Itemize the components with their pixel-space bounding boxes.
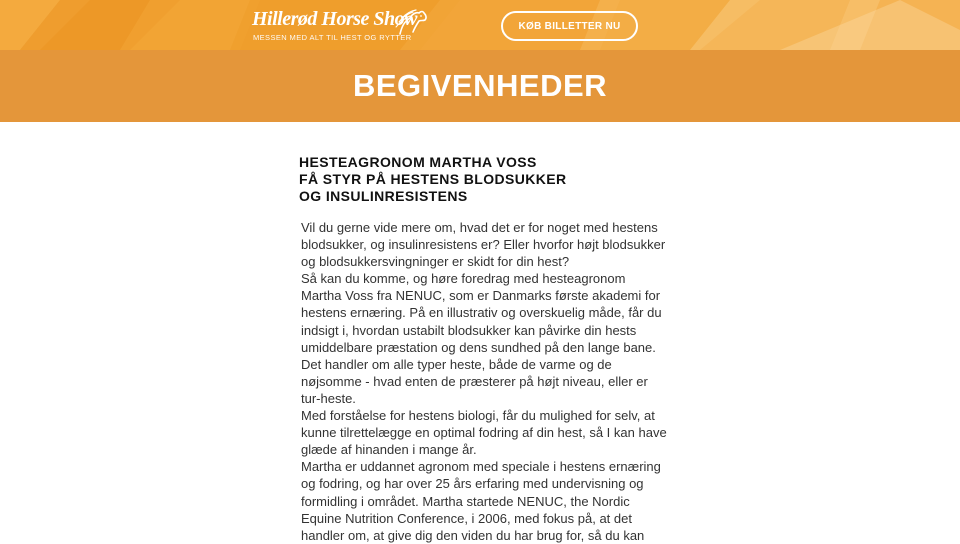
geometric-background — [0, 0, 960, 50]
page-header-band — [0, 50, 960, 122]
article-paragraph: Vil du gerne vide mere om, hvad det er for noget med hestens blodsukker, og insulinresistens er? Eller hvorfor højt blodsukker og blodsukkersvingninger er skidt for din hest? — [301, 220, 666, 270]
site-logo[interactable] — [252, 6, 442, 44]
article-heading-line: HESTEAGRONOM MARTHA VOSS — [299, 154, 537, 170]
article-paragraph: Så kan du komme, og høre foredrag med hesteagronom Martha Voss fra NENUC, som er Danmarks første akademi for hestens ernæring. På en illustrativ og overskuelig måde, får du indsigt i, hvordan ustabilt blodsukker kan påvirke din hests umiddelbare præstation og dens sundhed på den lange bane. — [301, 271, 662, 355]
article-paragraph: Med forståelse for hestens biologi, får du mulighed for selv, at kunne tilrettelægge en optimal fodring af din hest, så I kan have glæde af hinanden i mange år. — [301, 408, 667, 458]
article-heading-line: OG INSULINRESISTENS — [299, 188, 468, 204]
article-heading — [299, 154, 669, 205]
top-navigation-bar — [0, 0, 960, 50]
buy-tickets-button[interactable]: KØB BILLETTER NU — [501, 11, 638, 41]
article-paragraph: Martha er uddannet agronom med speciale i hestens ernæring og fodring, og har over 25 års erfaring med undervisning og formidling i området. Martha startede NENUC, the Nordic Equine Nutrition Conference, i 2006, med fokus på, at det handler om, at give dig den viden du har brug for, så du kan — [301, 459, 661, 543]
logo-tagline: MESSEN MED ALT TIL HEST OG RYTTER — [253, 33, 412, 42]
article-paragraph: Det handler om alle typer heste, både de varme og de nøjsomme - hvad enten de præsterer på højt niveau, eller er tur-heste. — [301, 356, 648, 406]
article-body — [299, 219, 669, 544]
article-heading-line: FÅ STYR PÅ HESTENS BLODSUKKER — [299, 171, 567, 187]
page-title: BEGIVENHEDER — [352, 68, 608, 103]
logo-title: Hillerød Horse Show — [252, 8, 417, 30]
event-article — [299, 154, 669, 544]
